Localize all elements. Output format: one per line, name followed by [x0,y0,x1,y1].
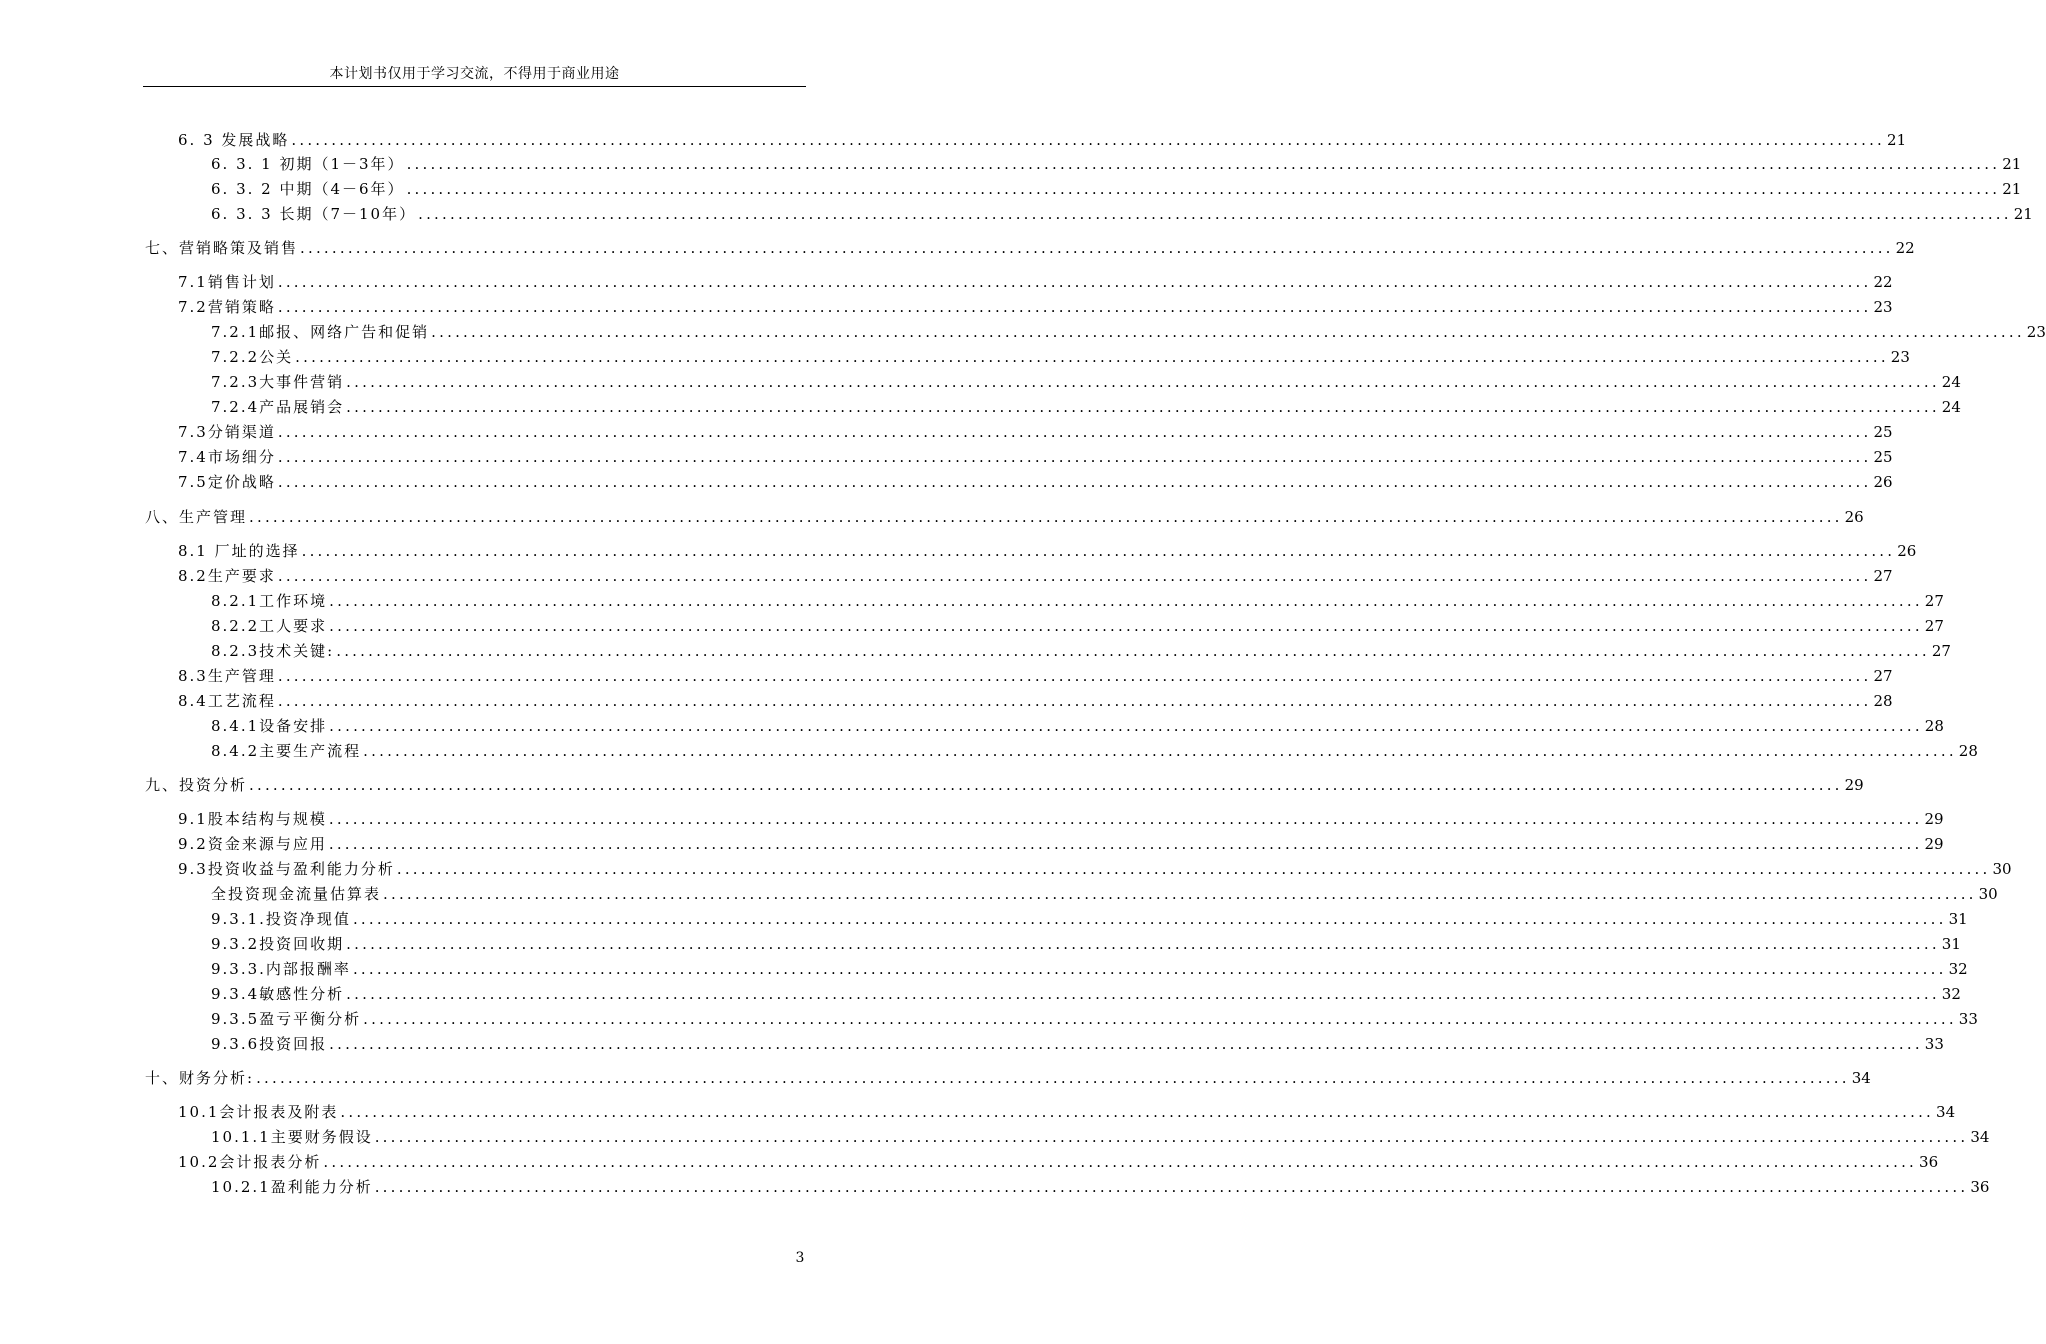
toc-leader-dots: ........................................................................................................................................................................................................ [346,985,1940,1003]
toc-entry-page: 26 [1873,473,1893,491]
toc-entry[interactable] [178,470,1893,494]
toc-leader-dots: ........................................................................................................................................................................................................ [374,1178,1969,1196]
toc-entry-label: 9.3.1.投资净现值 [211,910,351,928]
toc-entry-page: 24 [1941,373,1961,391]
toc-leader-dots: ........................................................................................................................................................................................................ [277,692,1872,710]
toc-entry[interactable] [211,907,1968,931]
toc-entry-page: 27 [1931,642,1951,660]
toc-entry-label: 七、营销略策及销售 [145,239,299,257]
toc-entry-label: 8.1 厂址的选择 [178,542,300,560]
toc-entry[interactable] [211,739,1978,763]
toc-entry[interactable] [178,664,1893,688]
toc-entry-label: 九、投资分析 [145,776,248,794]
toc-entry-label: 9.3.4敏感性分析 [211,985,345,1003]
toc-leader-dots: ........................................................................................................................................................................................................ [256,1069,1850,1087]
toc-leader-dots: ........................................................................................................................................................................................................ [291,131,1886,149]
toc-leader-dots: ........................................................................................................................................................................................................ [363,742,1957,760]
toc-entry-label: 8.4.1设备安排 [211,717,328,735]
toc-entry-page: 29 [1844,776,1864,794]
toc-entry-label: 6. 3. 1 初期（1－3年） [211,155,405,173]
toc-entry[interactable] [178,445,1893,469]
toc-entry-page: 32 [1941,985,1961,1003]
toc-leader-dots: ........................................................................................................................................................................................................ [277,298,1872,316]
toc-leader-dots: ........................................................................................................................................................................................................ [249,776,1843,794]
toc-entry-page: 28 [1873,692,1893,710]
toc-entry-label: 7.4市场细分 [178,448,276,466]
toc-leader-dots: ........................................................................................................................................................................................................ [431,323,2025,341]
toc-entry-label: 6. 3 发展战略 [178,131,290,149]
toc-leader-dots: ........................................................................................................................................................................................................ [295,348,1889,366]
toc-entry-page: 34 [1851,1069,1871,1087]
toc-entry-page: 33 [1958,1010,1978,1028]
toc-entry[interactable] [145,505,1864,529]
toc-leader-dots: ........................................................................................................................................................................................................ [396,860,1991,878]
toc-entry[interactable] [178,295,1893,319]
toc-entry-page: 25 [1873,423,1893,441]
toc-entry-page: 34 [1936,1103,1956,1121]
toc-entry-page: 23 [1890,348,1910,366]
toc-leader-dots: ........................................................................................................................................................................................................ [277,473,1872,491]
toc-entry-label: 7.2营销策略 [178,298,276,316]
toc-leader-dots: ........................................................................................................................................................................................................ [328,810,1923,828]
toc-entry-label: 6. 3. 3 长期（7－10年） [211,205,417,223]
toc-entry-page: 25 [1873,448,1893,466]
toc-leader-dots: ........................................................................................................................................................................................................ [336,642,1930,660]
toc-entry-label: 7.3分销渠道 [178,423,276,441]
toc-leader-dots: ........................................................................................................................................................................................................ [418,205,2012,223]
toc-entry-page: 31 [1948,910,1968,928]
toc-entry[interactable] [178,807,1944,831]
toc-leader-dots: ........................................................................................................................................................................................................ [300,239,1894,257]
toc-leader-dots: ........................................................................................................................................................................................................ [346,398,1940,416]
toc-leader-dots: ........................................................................................................................................................................................................ [363,1010,1957,1028]
toc-entry-page: 31 [1941,935,1961,953]
toc-entry-label: 8.4工艺流程 [178,692,276,710]
toc-entry[interactable] [145,1066,1871,1090]
toc-entry-label: 9.3.5盈亏平衡分析 [211,1010,362,1028]
toc-entry-label: 7.2.1邮报、网络广告和促销 [211,323,430,341]
toc-entry[interactable] [178,539,1917,563]
toc-entry[interactable] [178,564,1893,588]
toc-entry[interactable] [211,202,2033,226]
toc-entry-page: 27 [1873,667,1893,685]
toc-entry-page: 21 [2002,180,2022,198]
toc-entry[interactable] [178,270,1893,294]
toc-entry-label: 7.1销售计划 [178,273,276,291]
page-number: 3 [795,1250,805,1266]
toc-leader-dots: ........................................................................................................................................................................................................ [277,448,1872,466]
toc-leader-dots: ........................................................................................................................................................................................................ [406,180,2001,198]
toc-entry-page: 28 [1924,717,1944,735]
toc-entry[interactable] [178,1100,1956,1124]
header-text: 本计划书仅用于学习交流，不得用于商业用途 [329,66,620,82]
toc-leader-dots: ........................................................................................................................................................................................................ [328,835,1923,853]
toc-leader-dots: ........................................................................................................................................................................................................ [301,542,1896,560]
toc-entry-label: 9.3.6投资回报 [211,1035,328,1053]
toc-entry-page: 30 [1978,885,1998,903]
toc-entry[interactable] [178,1150,1939,1174]
toc-entry-label: 7.2.3大事件营销 [211,373,345,391]
toc-entry[interactable] [145,773,1864,797]
toc-entry[interactable] [211,370,1961,394]
toc-entry[interactable] [211,320,2046,344]
toc-entry[interactable] [178,128,1907,152]
toc-entry-page: 33 [1924,1035,1944,1053]
toc-entry-label: 9.2资金来源与应用 [178,835,327,853]
toc-entry[interactable] [211,177,2022,201]
page-header [143,64,806,87]
toc-entry-label: 9.1股本结构与规模 [178,810,327,828]
toc-entry-page: 29 [1924,835,1944,853]
toc-leader-dots: ........................................................................................................................................................................................................ [383,885,1977,903]
toc-leader-dots: ........................................................................................................................................................................................................ [329,1035,1923,1053]
toc-leader-dots: ........................................................................................................................................................................................................ [352,960,1947,978]
toc-leader-dots: ........................................................................................................................................................................................................ [277,567,1872,585]
toc-entry-page: 22 [1895,239,1915,257]
toc-entry-page: 30 [1992,860,2012,878]
toc-entry-label: 7.2.4产品展销会 [211,398,345,416]
toc-entry[interactable] [178,832,1944,856]
toc-entry-label: 7.5定价战略 [178,473,276,491]
toc-entry[interactable] [211,395,1961,419]
toc-entry[interactable] [178,857,2012,881]
toc-leader-dots: ........................................................................................................................................................................................................ [329,592,1923,610]
toc-entry-page: 23 [1873,298,1893,316]
toc-entry-label: 十、财务分析: [145,1069,255,1087]
toc-leader-dots: ........................................................................................................................................................................................................ [352,910,1947,928]
toc-leader-dots: ........................................................................................................................................................................................................ [340,1103,1935,1121]
toc-entry-label: 全投资现金流量估算表 [211,885,382,903]
toc-entry-page: 24 [1941,398,1961,416]
toc-entry-label: 9.3投资收益与盈利能力分析 [178,860,395,878]
toc-entry-label: 10.1.1主要财务假设 [211,1128,373,1146]
toc-entry-page: 26 [1844,508,1864,526]
toc-entry[interactable] [145,236,1915,260]
toc-entry[interactable] [211,982,1961,1006]
toc-entry-label: 八、生产管理 [145,508,248,526]
toc-leader-dots: ........................................................................................................................................................................................................ [329,617,1923,635]
toc-entry[interactable] [211,152,2022,176]
toc-entry[interactable] [211,345,1910,369]
toc-entry[interactable] [178,420,1893,444]
toc-entry-label: 10.2.1盈利能力分析 [211,1178,373,1196]
toc-leader-dots: ........................................................................................................................................................................................................ [277,667,1872,685]
toc-entry-label: 8.2.1工作环境 [211,592,328,610]
toc-entry-label: 6. 3. 2 中期（4－6年） [211,180,405,198]
toc-entry-label: 9.3.2投资回收期 [211,935,345,953]
toc-leader-dots: ........................................................................................................................................................................................................ [346,373,1940,391]
toc-entry-page: 21 [2002,155,2022,173]
toc-entry[interactable] [211,614,1944,638]
toc-entry[interactable] [211,1032,1944,1056]
toc-leader-dots: ........................................................................................................................................................................................................ [346,935,1940,953]
toc-entry-page: 22 [1873,273,1893,291]
toc-entry[interactable] [211,1175,1990,1199]
toc-entry-page: 36 [1919,1153,1939,1171]
toc-entry-page: 36 [1970,1178,1990,1196]
toc-entry-page: 27 [1924,617,1944,635]
toc-entry-page: 27 [1873,567,1893,585]
toc-leader-dots: ........................................................................................................................................................................................................ [374,1128,1969,1146]
toc-entry-page: 21 [2013,205,2033,223]
toc-entry-page: 29 [1924,810,1944,828]
toc-entry-label: 8.3生产管理 [178,667,276,685]
toc-entry-page: 23 [2026,323,2046,341]
toc-entry-label: 8.2.2工人要求 [211,617,328,635]
toc-entry-label: 7.2.2公关 [211,348,294,366]
toc-entry[interactable] [211,1007,1978,1031]
toc-entry-label: 9.3.3.内部报酬率 [211,960,351,978]
toc-entry[interactable] [211,957,1968,981]
toc-entry[interactable] [211,714,1944,738]
toc-entry-page: 26 [1897,542,1917,560]
toc-entry-label: 10.1会计报表及附表 [178,1103,339,1121]
toc-entry-page: 34 [1970,1128,1990,1146]
toc-entry[interactable] [211,882,1998,906]
toc-entry-page: 28 [1958,742,1978,760]
toc-entry-label: 10.2会计报表分析 [178,1153,322,1171]
toc-entry[interactable] [211,589,1944,613]
toc-entry-label: 8.4.2主要生产流程 [211,742,362,760]
toc-leader-dots: ........................................................................................................................................................................................................ [277,423,1872,441]
toc-entry-label: 8.2生产要求 [178,567,276,585]
toc-leader-dots: ........................................................................................................................................................................................................ [277,273,1872,291]
toc-entry[interactable] [211,639,1951,663]
toc-entry-page: 32 [1948,960,1968,978]
toc-entry[interactable] [178,689,1893,713]
toc-leader-dots: ........................................................................................................................................................................................................ [406,155,2001,173]
toc-leader-dots: ........................................................................................................................................................................................................ [329,717,1923,735]
toc-entry-label: 8.2.3技术关键: [211,642,335,660]
toc-entry[interactable] [211,932,1961,956]
toc-entry-page: 21 [1887,131,1907,149]
toc-leader-dots: ........................................................................................................................................................................................................ [323,1153,1918,1171]
toc-entry[interactable] [211,1125,1990,1149]
toc-leader-dots: ........................................................................................................................................................................................................ [249,508,1843,526]
toc-entry-page: 27 [1924,592,1944,610]
